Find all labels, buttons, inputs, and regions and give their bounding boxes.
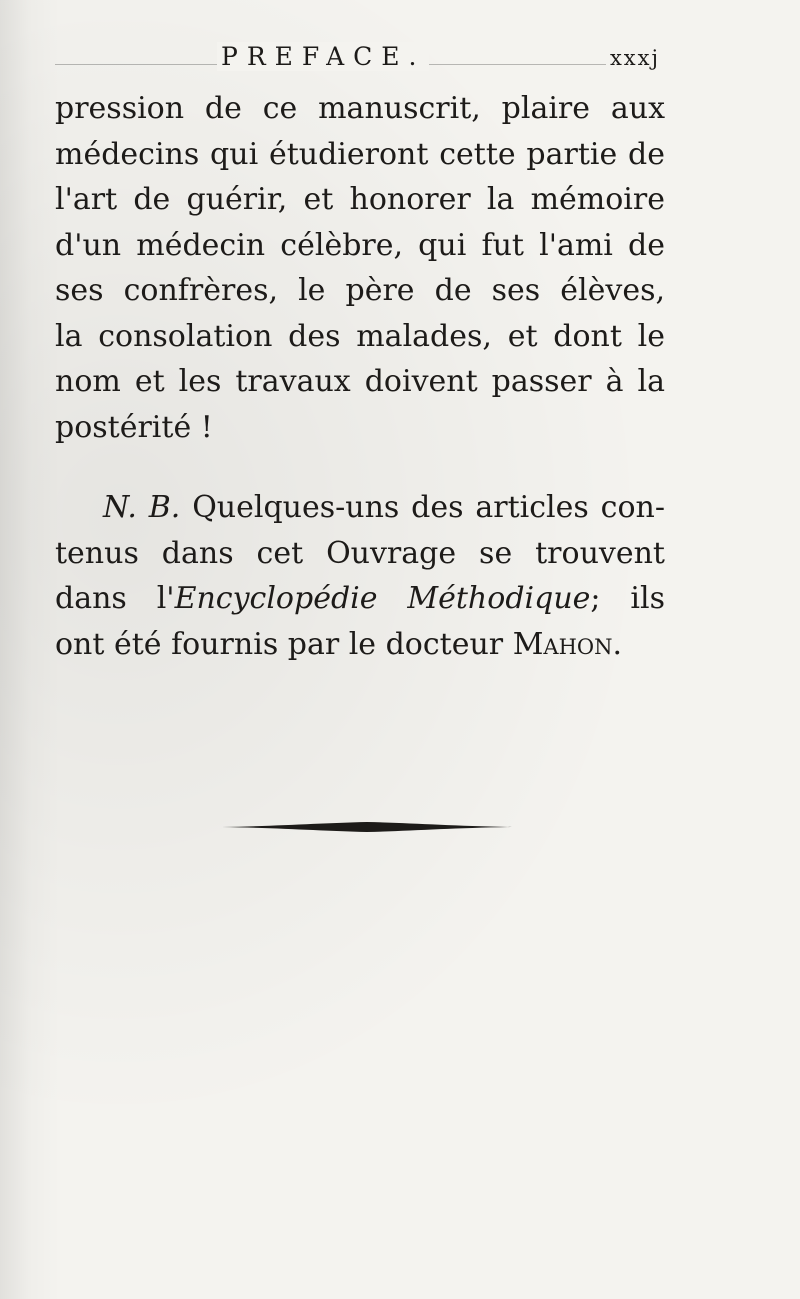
note-text: ; ils [590, 581, 666, 616]
note-text: ont été fournis par le docteur [55, 626, 504, 662]
note-line [55, 622, 665, 668]
page-header [55, 42, 660, 74]
work-title: Encyclopédie Méthodique [174, 581, 591, 616]
text-line: nom et les travaux doivent passer à la [55, 364, 665, 399]
note-line: tenus dans cet Ouvrage se trouvent [55, 535, 665, 571]
note-line [55, 576, 665, 622]
main-text [55, 86, 665, 667]
text-line: médecins qui étudieront cette partie de [55, 136, 665, 172]
note-text: Quelques-uns des articles con- [192, 490, 665, 525]
running-head: PREFACE. [217, 42, 429, 71]
text-line: d'un médecin célèbre, qui fut l'ami de [55, 227, 665, 263]
text-line: pression de ce manuscrit, plaire aux [55, 91, 665, 126]
ornament-shape [222, 822, 512, 832]
author-name: Mahon. [512, 626, 623, 662]
text-line: postérité ! [55, 409, 213, 445]
tapered-rule-ornament [222, 820, 512, 834]
page-number: xxxj [606, 46, 660, 70]
paragraph-gap [55, 450, 665, 485]
text-line: la consolation des malades, et dont le [55, 318, 665, 354]
nota-bene-label: N. B. [103, 490, 181, 525]
note-line [55, 485, 665, 531]
text-line: l'art de guérir, et honorer la mémoire [55, 182, 665, 217]
text-line: ses confrères, le père de ses élèves, [55, 273, 665, 308]
note-text: dans l' [55, 581, 175, 616]
